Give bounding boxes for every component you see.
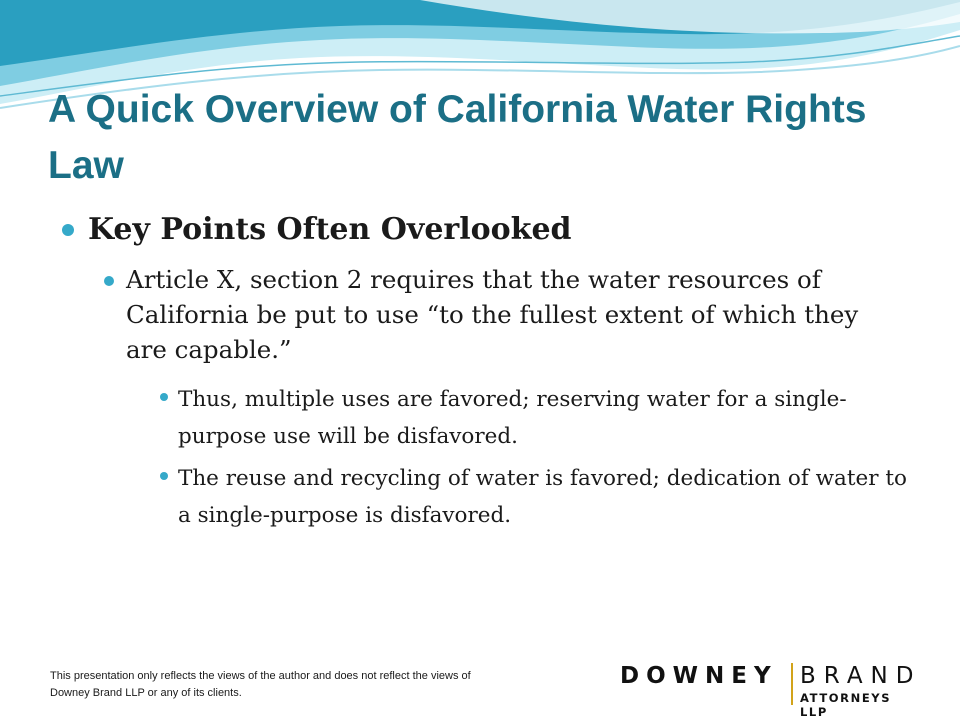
company-logo	[620, 660, 922, 719]
bullet-level1	[60, 208, 920, 252]
logo-subtitle: ATTORNEYS LLP	[800, 691, 892, 719]
logo-wordmark-right: BRAND	[800, 663, 922, 689]
slide-title: A Quick Overview of California Water Rights Law	[48, 88, 867, 187]
logo-separator	[791, 663, 793, 705]
logo-wordmark-left: DOWNEY	[620, 663, 778, 689]
footer-disclaimer: This presentation only reflects the views of the author and does not reflect the views of Downey Brand LLP or any of its clients.	[50, 670, 471, 699]
bullet-level3-item	[160, 460, 910, 534]
bullet-level3-text: Thus, multiple uses are favored; reserving water for a single-purpose use will be disfavored.	[178, 387, 847, 449]
bullet-icon	[104, 276, 114, 286]
bullet-icon	[160, 472, 168, 480]
bullet-level2-text: Article X, section 2 requires that the water resources of California be put to use “to the fullest extent of which they are capable.”	[126, 265, 859, 364]
bullet-level3-text: The reuse and recycling of water is favored; dedication of water to a single-purpose is disfavored.	[178, 466, 907, 528]
bullet-level2	[104, 262, 904, 367]
bullet-level1-text: Key Points Often Overlooked	[88, 212, 572, 247]
bullet-level3-item	[160, 381, 910, 455]
bullet-icon	[160, 393, 168, 401]
bullet-icon	[62, 224, 74, 236]
